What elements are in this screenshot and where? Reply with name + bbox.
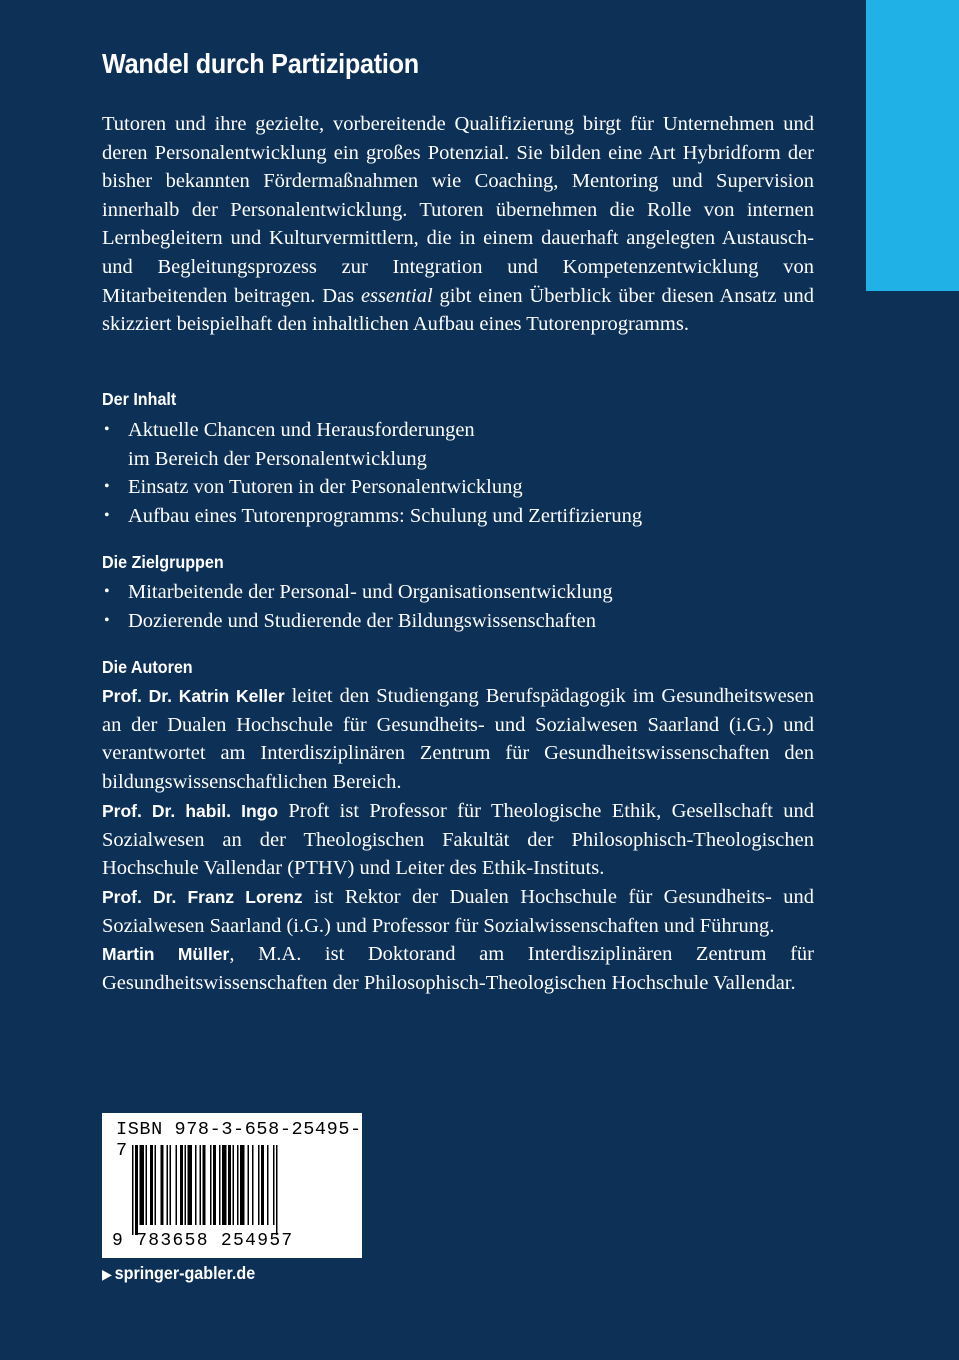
- author-bio: Proft ist Professor für Theologische Ethik, Gesellschaft und Sozialwesen an der Theologischen Fakultät der Philosophisch-Theologischen Hochschule Vallendar (PTHV) und Leiter des Ethik-Instituts.: [102, 800, 814, 880]
- barcode-bar: [170, 1145, 172, 1225]
- blurb-text-end: gibt einen Überblick über diesen Ansatz und skizziert beispielhaft den inhaltlichen Aufbau eines Tutorenprogramms.: [102, 284, 814, 336]
- barcode-bar: [219, 1145, 221, 1225]
- author-bio: leitet den Studiengang Berufspädagogik im Gesundheitswesen an der Dualen Hochschule für Gesundheits- und Sozialwesen Saarland (i.G.) und verantwortet am Interdisziplinären Zentrum für Gesundheitswissenschaften den bildungswissenschaftlichen Bereich.: [102, 685, 814, 793]
- section-heading-inhalt: Der Inhalt: [102, 389, 177, 409]
- list-item-text-continued: im Bereich der Personalentwicklung: [128, 447, 427, 470]
- author-entry-mueller: [102, 940, 814, 997]
- barcode-bar: [233, 1145, 235, 1225]
- publisher-url: springer-gabler.de: [114, 1263, 256, 1283]
- barcode-bar: [258, 1145, 260, 1225]
- barcode-bar: [252, 1145, 254, 1225]
- barcode-bar: [146, 1145, 148, 1225]
- barcode-bar: [135, 1145, 138, 1235]
- blurb-text-start: Tutoren und ihre gezielte, vorbereitende Qualifizierung birgt für Unternehmen und deren Personalentwicklung ein großes Potenzial. Sie bilden eine Art Hybridform der bisher bekannten Fördermaßnahmen wie Coaching, Mentoring und Supervision innerhalb der Personalentwicklung. Tutoren übernehmen die Rolle von internen Lernbegleitern und Kulturvermittlern, die in einem dauerhaft angelegten Austausch- und Begleitungsprozess zur Integration und Kompetenzentwicklung von Mitarbeitenden beitragen. Das: [102, 113, 814, 307]
- barcode-bar: [210, 1145, 212, 1225]
- list-item-text: Aktuelle Chancen und Herausforderungen: [128, 419, 475, 441]
- list-item: [102, 607, 613, 636]
- author-entry-keller: [102, 682, 814, 796]
- barcode-bar: [237, 1145, 239, 1225]
- author-entry-proft: [102, 797, 814, 883]
- accent-tab: [866, 0, 959, 291]
- arrow-right-icon: ▶: [102, 1266, 112, 1282]
- barcode-bar: [185, 1145, 187, 1225]
- barcode-bar: [261, 1145, 264, 1225]
- barcode-bar: [203, 1145, 206, 1225]
- author-name: Martin Müller: [102, 944, 230, 964]
- list-item-text: Mitarbeitende der Personal- und Organisationsentwicklung: [128, 581, 613, 603]
- list-item: [102, 502, 642, 531]
- barcode-bar: [188, 1145, 193, 1225]
- author-name: Prof. Dr. habil. Ingo: [102, 801, 279, 821]
- inhalt-list: [102, 416, 642, 530]
- isbn-label: ISBN 978-3-658-25495-7: [116, 1119, 362, 1161]
- section-heading-autoren: Die Autoren: [102, 657, 193, 677]
- isbn-barcode: [102, 1113, 362, 1258]
- barcode-bar: [213, 1145, 216, 1225]
- barcode-bar: [180, 1145, 183, 1225]
- barcode-bar: [140, 1145, 145, 1225]
- barcode-bar: [167, 1145, 169, 1225]
- author-name: Prof. Dr. Katrin Keller: [102, 686, 285, 706]
- author-bio: ist Rektor der Dualen Hochschule für Gesundheits- und Sozialwesen Saarland (i.G.) und Professor für Sozialwissenschaften und Führung.: [102, 886, 815, 937]
- barcode-bar: [200, 1145, 202, 1225]
- bullet-icon: •: [104, 421, 110, 438]
- blurb-paragraph: [102, 110, 814, 339]
- section-heading-zielgruppen: Die Zielgruppen: [102, 552, 224, 572]
- barcode-bar: [248, 1145, 250, 1225]
- list-item-text: Einsatz von Tutoren in der Personalentwicklung: [128, 476, 523, 499]
- list-item-text: Dozierende und Studierende der Bildungswissenschaften: [128, 609, 596, 632]
- barcode-bar: [228, 1145, 231, 1225]
- barcode-bar: [155, 1145, 157, 1225]
- zielgruppen-list: [102, 578, 613, 635]
- barcode-bar: [273, 1145, 275, 1225]
- barcode-bar: [240, 1145, 245, 1225]
- barcode-icon: [132, 1145, 332, 1235]
- bullet-icon: •: [104, 611, 110, 629]
- barcode-bar: [222, 1145, 227, 1225]
- barcode-digits: 9 783658 254957: [112, 1231, 294, 1251]
- barcode-bar: [276, 1145, 278, 1235]
- blurb-emphasis: essential: [360, 284, 433, 307]
- author-name: Prof. Dr. Franz Lorenz: [102, 887, 303, 907]
- list-item: [102, 578, 613, 607]
- list-item-text: Aufbau eines Tutorenprogramms: Schulung und Zertifizierung: [128, 504, 643, 527]
- barcode-bar: [195, 1145, 197, 1225]
- book-title: Wandel durch Partizipation: [102, 48, 419, 79]
- barcode-bar: [176, 1145, 178, 1225]
- barcode-bar: [161, 1145, 164, 1225]
- author-bio: , M.A. ist Doktorand am Interdisziplinären Zentrum für Gesundheitswissenschaften der Philosophisch-Theologischen Hochschule Vallendar.: [102, 943, 814, 994]
- barcode-bar: [267, 1145, 269, 1225]
- list-item: [102, 473, 642, 502]
- author-entry-lorenz: [102, 883, 814, 940]
- publisher-link[interactable]: [102, 1261, 255, 1286]
- bullet-icon: •: [104, 506, 110, 524]
- barcode-bar: [132, 1145, 134, 1235]
- bullet-icon: •: [104, 583, 110, 600]
- bullet-icon: •: [104, 478, 110, 496]
- list-item: [102, 416, 642, 473]
- barcode-bar: [150, 1145, 153, 1225]
